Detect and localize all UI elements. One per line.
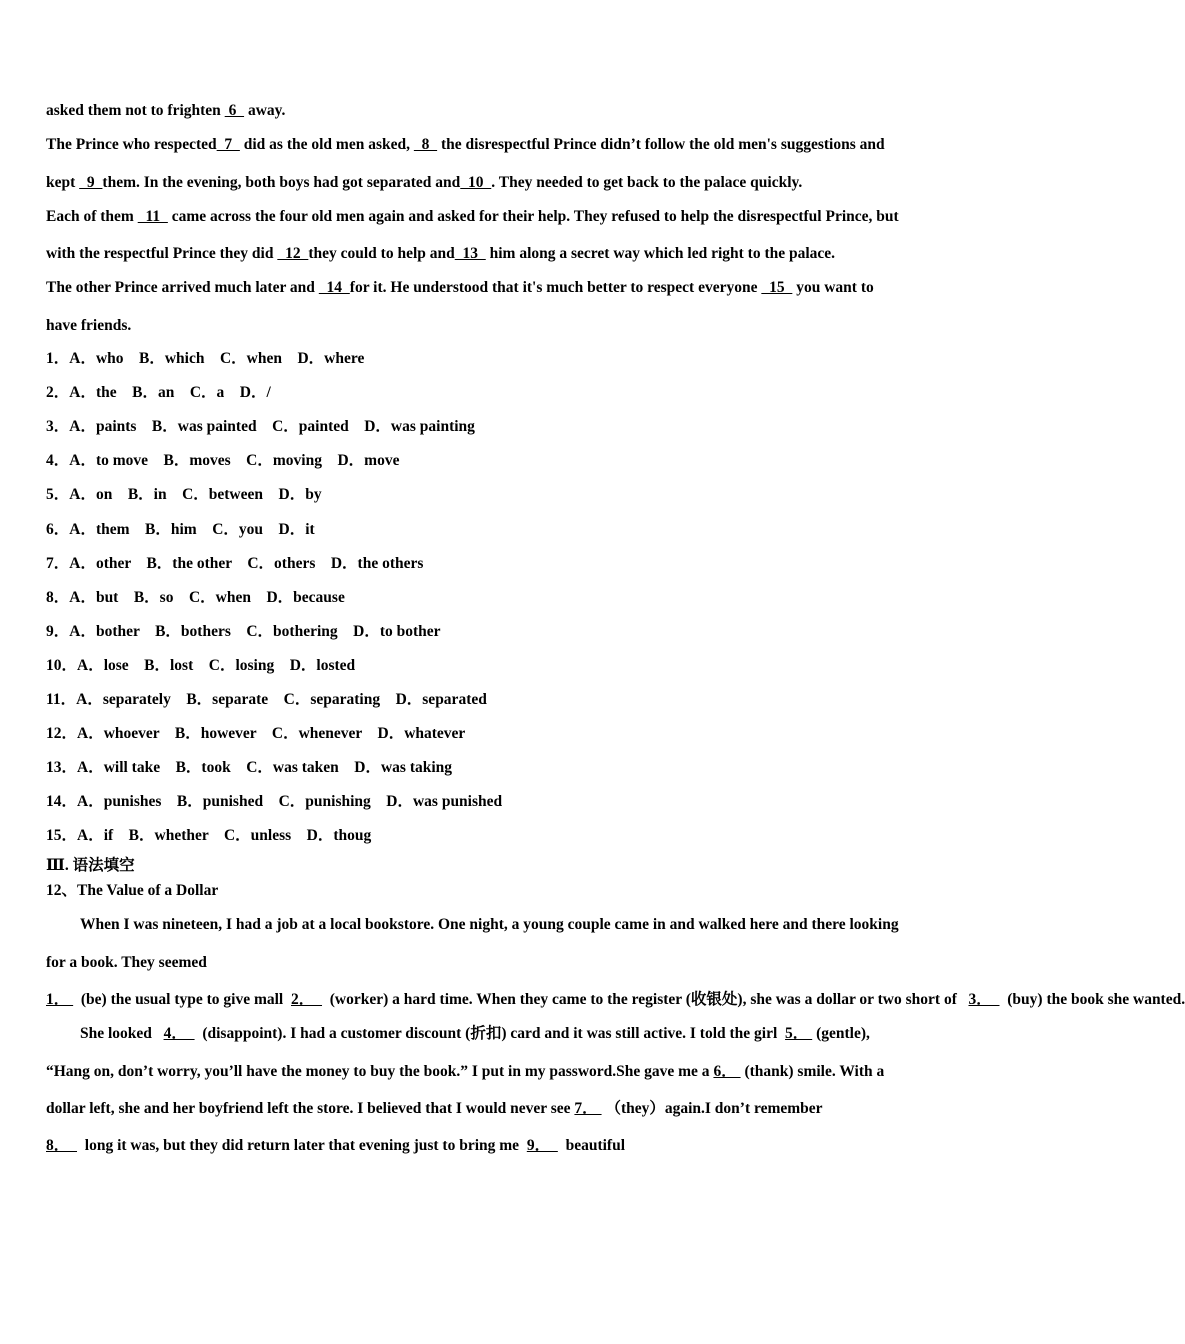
options-list [46,342,904,853]
blank-6: 6 [224,102,245,119]
text: When I was nineteen, I had a job at a local bookstore. One night, a young couple came in and walked here and there looking for a book. They seemed [46,916,899,971]
text: （they）again.I don’t remember [601,1099,823,1117]
text: (disappoint). I had a customer discount (折扣) card and it was still active. I told the girl [194,1025,786,1043]
blank-9: 9． [526,1137,558,1155]
passage2-paragraph-2 [46,1015,904,1164]
option-row: 8．A．but B．so C．when D．because [46,588,345,606]
option-row: 5．A．on B．in C．between D．by [46,486,322,504]
text: (buy) the book she wanted. [999,991,1185,1009]
text: The Prince who respected [46,136,217,154]
text: away. [244,102,286,119]
text: (worker) a hard time. When they came to the register (收银处), she was a dollar or two short of [322,991,969,1009]
blank-5: 5． [785,1025,813,1043]
text: She looked [80,1025,164,1043]
passage1-paragraph-2 [46,198,904,273]
text: Each of them [46,207,138,225]
option-row: 6．A．them B．him C．you D．it [46,520,315,538]
text: came across the four old men again and asked for their help. They refused to help the disrespectful Prince, but with the respectful Prince they did [46,207,899,263]
text: The other Prince arrived much later and [46,279,319,297]
blank-10: 10 [460,173,492,191]
option-row: 12．A．whoever B．however C．whenever D．whatever [46,725,466,743]
text: (be) the usual type to give mall [73,991,291,1009]
blank-8: 8． [46,1137,78,1155]
blank-14: 14 [318,279,350,297]
text: for it. He understood that it's much better to respect everyone [349,279,762,297]
option-row: 2．A．the B．an C．a D．/ [46,384,271,402]
blank-3: 3． [968,991,1000,1009]
option-row: 9．A．bother B．bothers C．bothering D．to bother [46,622,441,640]
blank-7: 7 [216,136,240,154]
passage1-paragraph-3 [46,269,904,344]
text: them. In the evening, both boys had got separated and [102,173,461,191]
option-row: 1．A．who B．which C．when D．where [46,350,365,368]
blank-7: 7． [574,1099,602,1117]
option-row: 13．A．will take B．took C．was taken D．was taking [46,759,453,777]
option-row: 4．A．to move B．moves C．moving D．move [46,452,400,470]
blank-9: 9 [79,173,103,191]
text: the disrespectful Prince didn’t follow the old men's suggestions and kept [46,136,885,191]
passage-title: 12、The Value of a Dollar [46,882,219,900]
blank-1: 1． [46,991,74,1009]
option-row: 3．A．paints B．was painted C．painted D．was painting [46,418,475,436]
blank-6: 6． [713,1062,741,1080]
section-heading: Ⅲ. 语法填空 [46,857,135,875]
option-row: 15．A．if B．whether C．unless D．thoug [46,827,372,845]
passage1-paragraph-0 [46,92,904,129]
passage1-paragraph-1 [46,126,904,201]
text: they could to help and [308,245,455,263]
option-row: 14．A．punishes B．punished C．punishing D．was punished [46,793,503,811]
text: did as the old men asked, [239,136,414,154]
blank-12: 12 [277,245,309,263]
blank-2: 2． [291,991,323,1009]
text: long it was, but they did return later that evening just to bring me [77,1137,527,1155]
text: you want to have friends. [46,279,874,334]
blank-11: 11 [137,207,168,225]
blank-8: 8 [413,136,438,154]
document-page [46,98,1185,1165]
blank-15: 15 [761,279,793,297]
text: (thank) smile. With a dollar left, she and her boyfriend left the store. I believed that I would never see [46,1062,885,1117]
text: (gentle), “Hang on, don’t worry, you’ll have the money to buy the book.” I put in my password.She gave me a [46,1025,870,1080]
text: . They needed to get back to the palace quickly. [491,173,803,191]
text: asked them not to frighten [46,102,225,119]
option-row: 11．A．separately B．separate C．separating D．separated [46,691,487,709]
text: him along a secret way which led right to the palace. [485,245,836,263]
text: beautiful [557,1137,626,1155]
option-row: 7．A．other B．the other C．others D．the others [46,554,424,572]
passage2-paragraph-1 [46,906,1185,1018]
option-row: 10．A．lose B．lost C．losing D．losted [46,656,356,674]
blank-4: 4． [163,1025,195,1043]
blank-13: 13 [454,245,486,263]
